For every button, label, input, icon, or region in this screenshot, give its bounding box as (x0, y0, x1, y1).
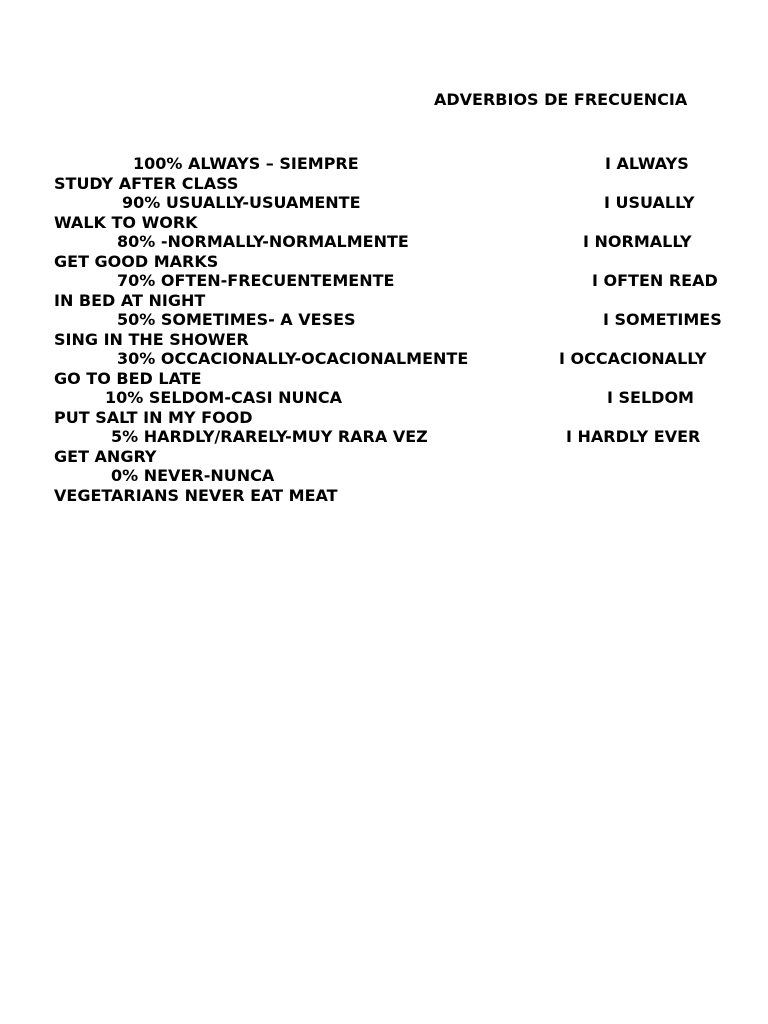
adverb-definition: 100% ALWAYS – SIEMPRE (133, 154, 359, 173)
example-sentence-end: VEGETARIANS NEVER EAT MEAT (54, 485, 338, 505)
document-title: ADVERBIOS DE FRECUENCIA (434, 90, 688, 109)
example-sentence-start: I ALWAYS (605, 154, 689, 173)
adverb-definition: 5% HARDLY/RARELY-MUY RARA VEZ (111, 427, 428, 446)
example-sentence-start: I USUALLY (604, 193, 695, 212)
example-sentence-start: I NORMALLY (583, 232, 692, 251)
adverb-entry-never (0, 466, 768, 506)
adverb-entry-usually (0, 193, 768, 233)
adverb-entry-often (0, 271, 768, 311)
example-sentence-start: I OCCACIONALLY (559, 349, 707, 368)
adverb-definition: 30% OCCACIONALLY-OCACIONALMENTE (117, 349, 469, 368)
example-sentence-end: IN BED AT NIGHT (54, 290, 206, 310)
adverb-entry-sometimes (0, 310, 768, 350)
example-sentence-end: SING IN THE SHOWER (54, 329, 249, 349)
adverb-definition: 0% NEVER-NUNCA (111, 466, 275, 485)
adverb-entry-seldom (0, 388, 768, 428)
adverb-entry-hardly (0, 427, 768, 467)
example-sentence-start: I SOMETIMES (603, 310, 722, 329)
adverb-entry-normally (0, 232, 768, 272)
example-sentence-start: I OFTEN READ (592, 271, 718, 290)
adverb-definition: 10% SELDOM-CASI NUNCA (105, 388, 343, 407)
adverb-entry-always (0, 154, 768, 194)
example-sentence-end: STUDY AFTER CLASS (54, 173, 239, 193)
example-sentence-end: GO TO BED LATE (54, 368, 202, 388)
example-sentence-end: PUT SALT IN MY FOOD (54, 407, 253, 427)
adverb-definition: 90% USUALLY-USUAMENTE (122, 193, 361, 212)
adverb-entry-occasionally (0, 349, 768, 389)
example-sentence-start: I SELDOM (607, 388, 694, 407)
example-sentence-end: GET GOOD MARKS (54, 251, 219, 271)
example-sentence-end: GET ANGRY (54, 446, 157, 466)
adverb-definition: 50% SOMETIMES- A VESES (117, 310, 356, 329)
example-sentence-end: WALK TO WORK (54, 212, 198, 232)
adverb-definition: 70% OFTEN-FRECUENTEMENTE (117, 271, 395, 290)
example-sentence-start: I HARDLY EVER (566, 427, 701, 446)
adverb-definition: 80% -NORMALLY-NORMALMENTE (117, 232, 409, 251)
